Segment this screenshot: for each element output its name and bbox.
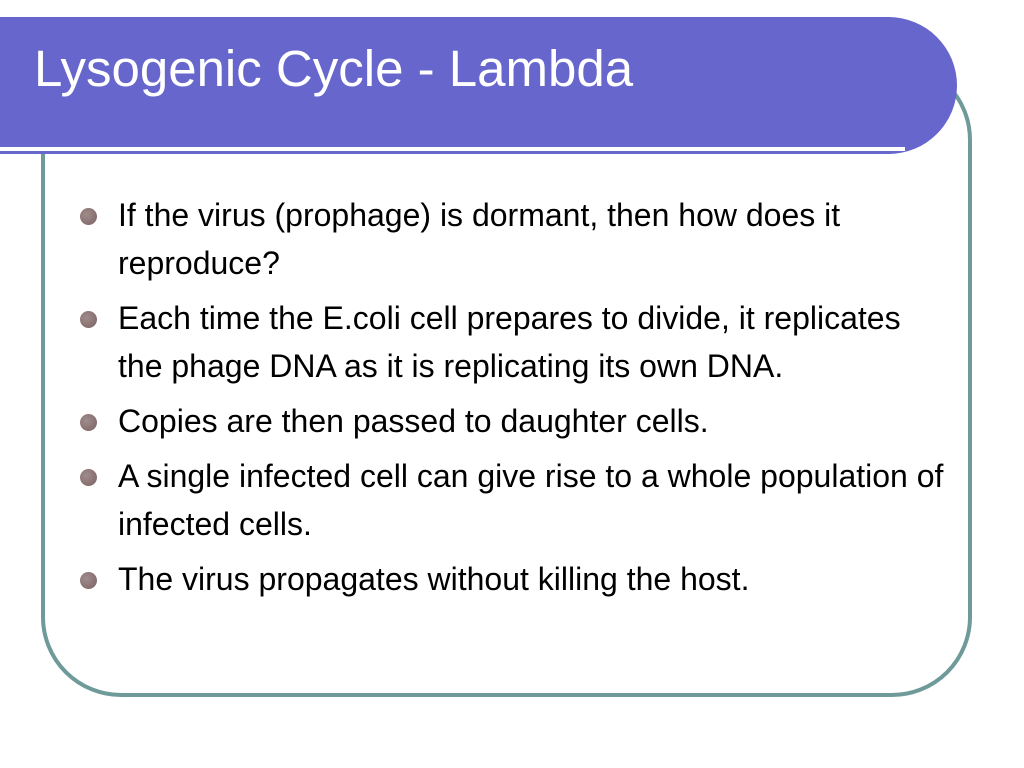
bullet-item	[80, 452, 950, 548]
bullet-dot-icon	[80, 572, 97, 589]
bullet-dot-icon	[80, 208, 97, 225]
bullet-dot-icon	[80, 469, 97, 486]
slide-title: Lysogenic Cycle - Lambda	[34, 40, 634, 97]
bullet-text: If the virus (prophage) is dormant, then how does it reproduce?	[118, 197, 841, 281]
bullet-item	[80, 191, 950, 287]
bullet-text: A single infected cell can give rise to a whole population of infected cells.	[118, 458, 944, 542]
bullet-list	[80, 191, 950, 610]
title-underline	[0, 147, 905, 151]
bullet-dot-icon	[80, 311, 97, 328]
bullet-text: The virus propagates without killing the host.	[118, 561, 750, 597]
bullet-item	[80, 555, 950, 603]
bullet-text: Copies are then passed to daughter cells.	[118, 403, 709, 439]
bullet-text: Each time the E.coli cell prepares to divide, it replicates the phage DNA as it is replicating its own DNA.	[118, 300, 901, 384]
bullet-dot-icon	[80, 414, 97, 431]
bullet-item	[80, 294, 950, 390]
bullet-item	[80, 397, 950, 445]
